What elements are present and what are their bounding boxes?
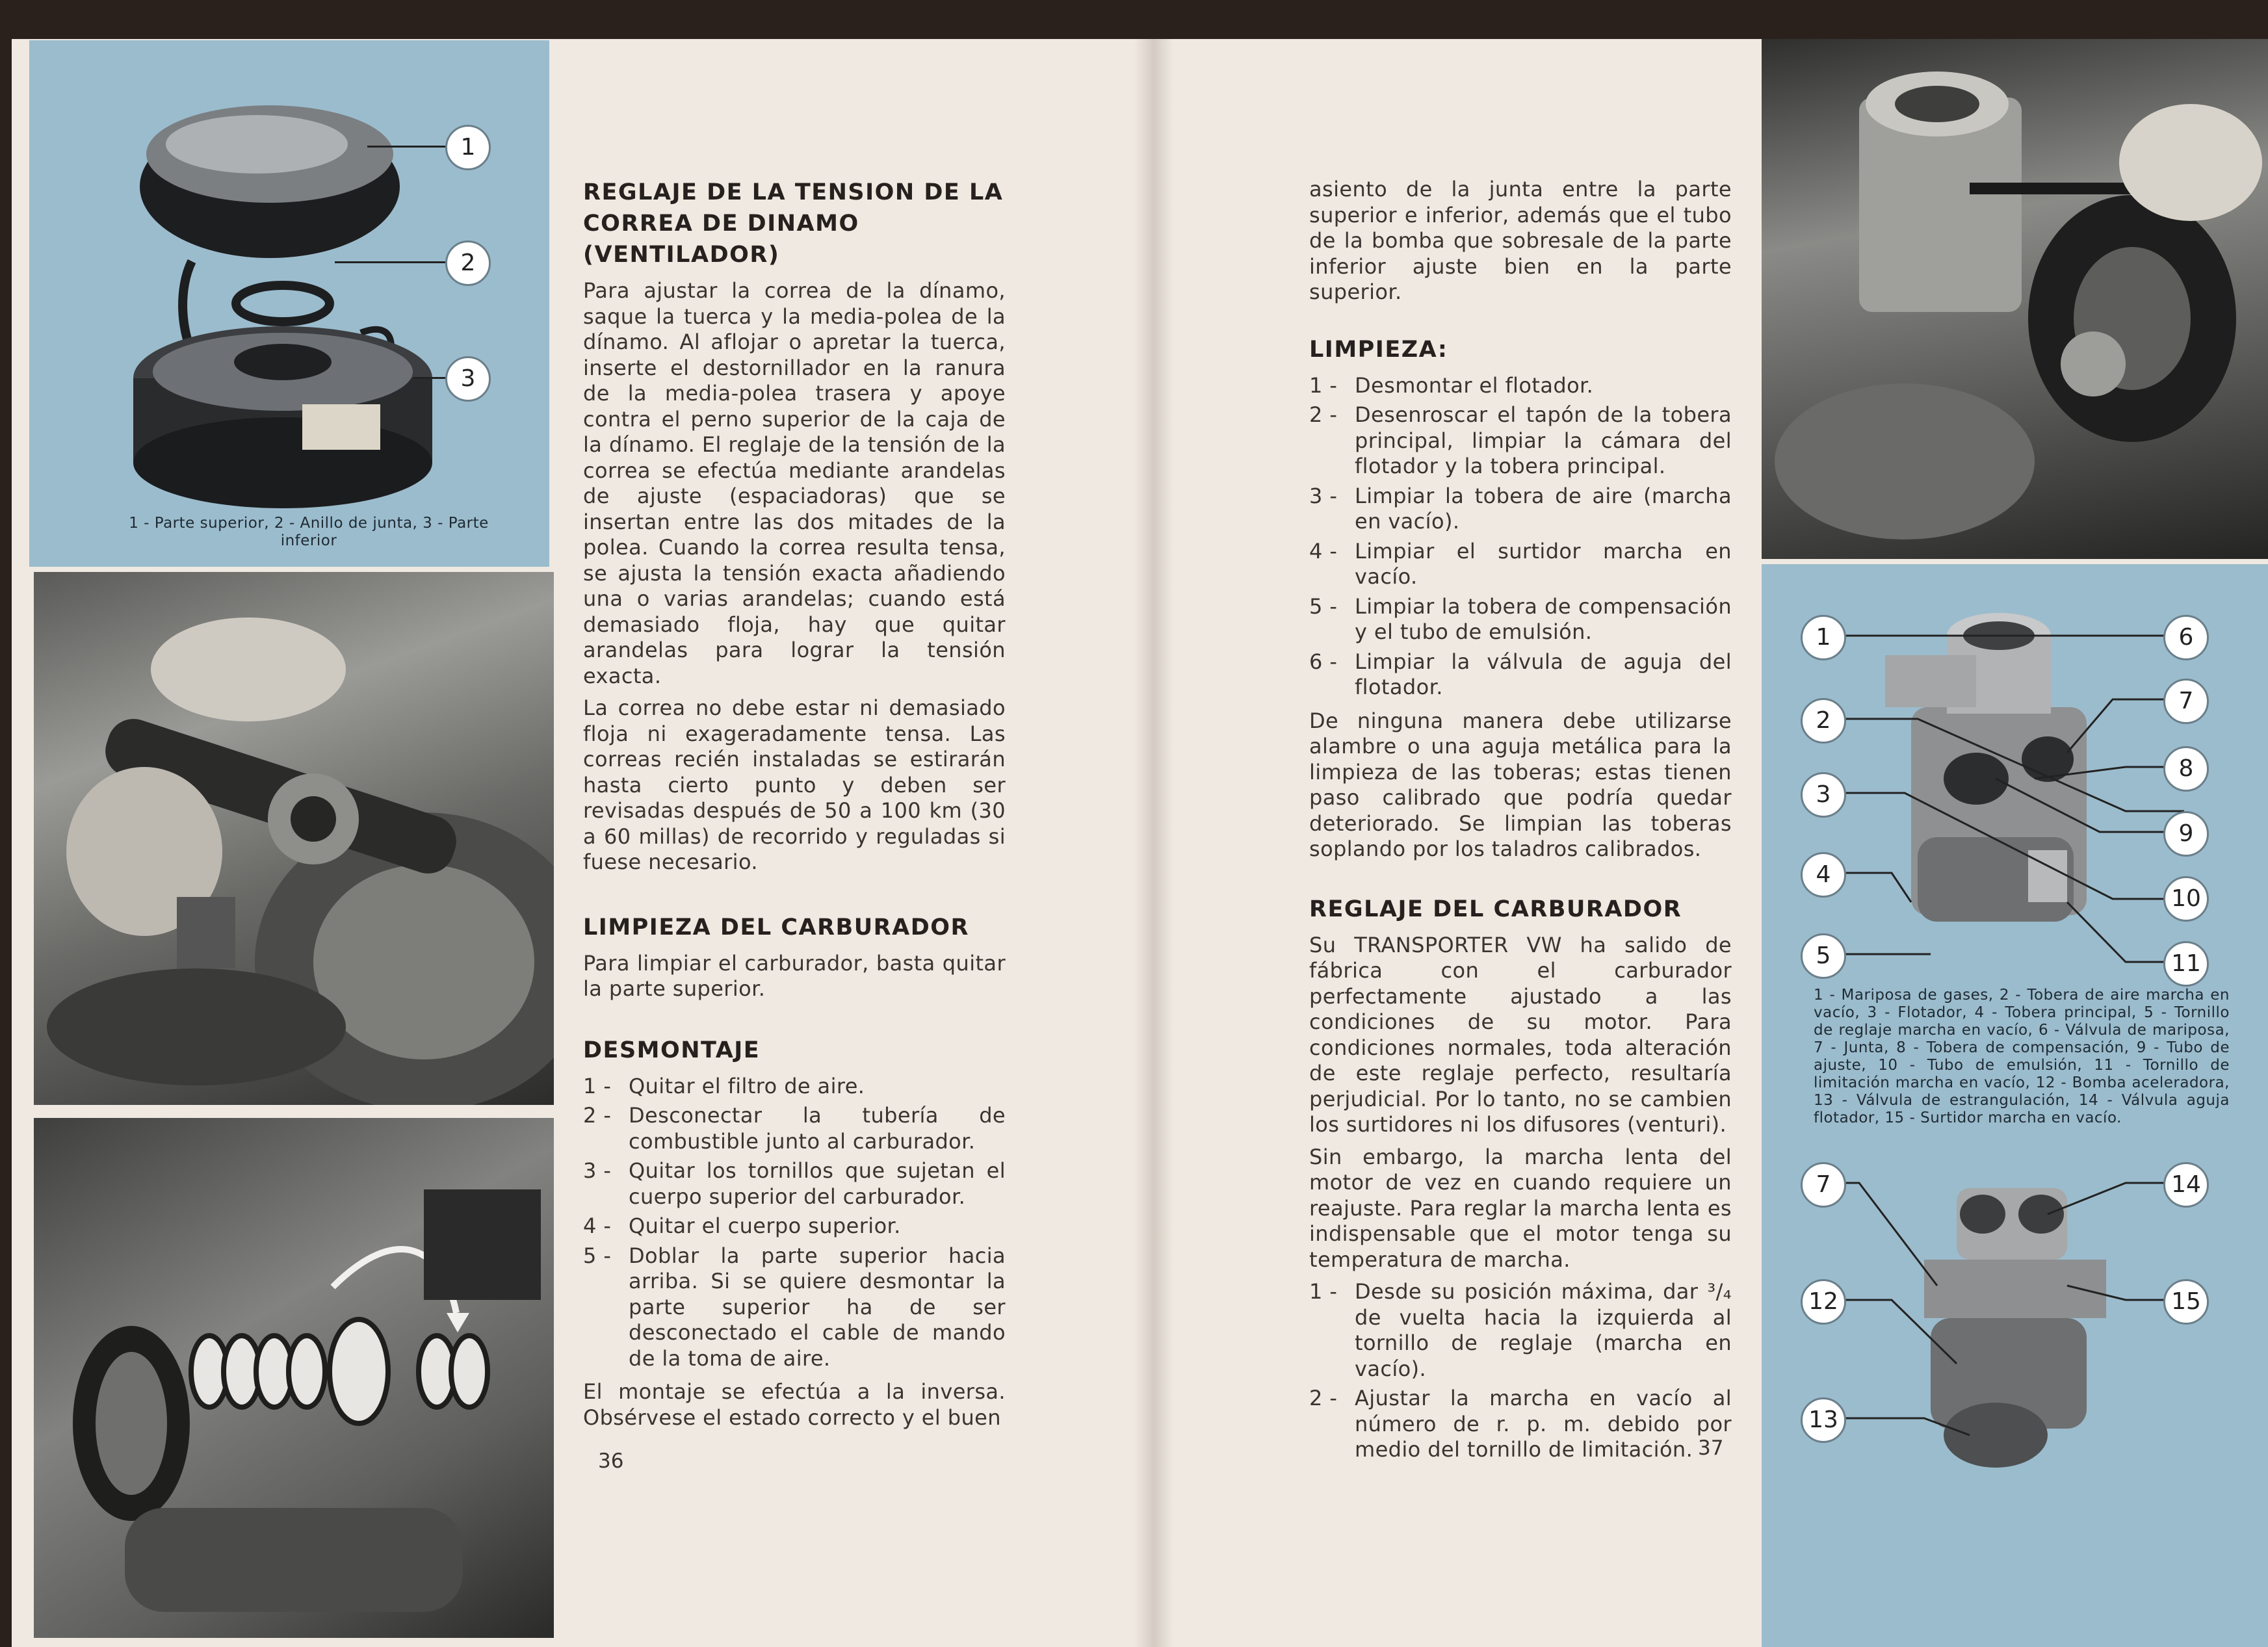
body-paragraph: La correa no debe estar ni demasiado floja ni exageradamente tensa. Las correas recién instaladas se estirarán hasta cierto punto y deben ser revisadas después de 50 a 100 km (30 a 60 millas) de recorrido y reguladas si fuese necesario. [583, 695, 1006, 874]
callout-12: 12 [1801, 1279, 1846, 1325]
callout-6: 6 [2163, 615, 2209, 660]
callout-11: 11 [2163, 941, 2209, 987]
steps-list [583, 1074, 1006, 1372]
callout-2: 2 [1801, 698, 1846, 744]
section-heading: DESMONTAJE [583, 1037, 761, 1063]
list-item: 2 - Ajustar la marcha en vacío al número de r. p. m. debido por medio del tornillo de limitación. [1309, 1386, 1732, 1462]
section-heading: REGLAJE DEL CARBURADOR [1309, 896, 1682, 922]
body-paragraph: Su TRANSPORTER VW ha salido de fábrica con el carburador perfectamente ajustado a las condiciones de su motor. Para condiciones normales, toda alteración de este reglaje perfecto, resultaría perjudicial. Por lo tanto, no se cambien los surtidores ni los difusores (venturi). [1309, 932, 1732, 1137]
engine-photo-wrench-image [34, 572, 554, 1105]
body-paragraph: El montaje se efectúa a la inversa. Obsérvese el estado correcto y el buen [583, 1379, 1006, 1430]
list-item: 6 - Limpiar la válvula de aguja del flotador. [1309, 649, 1732, 699]
right-page-text-column [1309, 177, 1732, 1471]
callout-8: 8 [2163, 746, 2209, 792]
callout-1: 1 [1801, 615, 1846, 660]
callout-13: 13 [1801, 1397, 1846, 1443]
body-paragraph: asiento de la junta entre la parte superior e inferior, además que el tubo de la bomba que sobresale de la parte inferior ajuste bien en la parte superior. [1309, 177, 1732, 304]
air-filter-illustration [29, 40, 549, 567]
list-item: 1 - Desde su posición máxima, dar ³/₄ de vuelta hacia la izquierda al tornillo de reglaje (marcha en vacío). [1309, 1279, 1732, 1381]
callout-14: 14 [2163, 1162, 2209, 1208]
page-number: 36 [598, 1449, 624, 1473]
section-heading: LIMPIEZA DEL CARBURADOR [583, 914, 969, 940]
list-item: 3 - Limpiar la tobera de aire (marcha en vacío). [1309, 483, 1732, 534]
list-item: 2 - Desenroscar el tapón de la tobera principal, limpiar la cámara del flotador y la tobera principal. [1309, 402, 1732, 478]
callout-leader [335, 261, 445, 263]
list-item: 1 - Desmontar el flotador. [1309, 372, 1594, 398]
callout-1: 1 [445, 125, 491, 170]
section-heading: LIMPIEZA: [1309, 336, 1448, 363]
steps-list [1309, 1279, 1732, 1463]
steps-list [1309, 373, 1732, 701]
body-paragraph: De ninguna manera debe utilizarse alambre o una aguja metálica para la limpieza de las toberas; estas tienen paso calibrado que podría quedar deteriorado. Se limpian las toberas soplando por los taladros calibrados. [1309, 708, 1732, 861]
engine-photo-pulley-image [34, 1118, 554, 1638]
air-filter-figure-panel [29, 40, 549, 567]
list-item: 5 - Doblar la parte superior hacia arriba. Si se quiere desmontar la parte superior ha de ser desconectado el cable de mando de la toma de aire. [583, 1243, 1006, 1371]
body-paragraph: Para ajustar la correa de la dínamo, saque la tuerca y la media-polea de la dínamo. Al aflojar o apretar la tuerca, inserte el destornillador en la ranura de la media-polea trasera y apoye contra el perno superior de la caja de la dínamo. El reglaje de la tensión de la correa se efectúa mediante arandelas de ajuste (espaciadoras) que se insertan entre las dos mitades de la polea. Cuando la correa resulta tensa, se ajusta la tensión exacta añadiendo una o varias arandelas; cuando está demasiado floja, hay que quitar arandelas para lograr la tensión exacta. [583, 278, 1006, 688]
callout-15: 15 [2163, 1279, 2209, 1325]
engine-photo-pulley [34, 1118, 554, 1638]
list-item: 5 - Limpiar la tobera de compensación y el tubo de emulsión. [1309, 593, 1732, 644]
figure-caption: 1 - Parte superior, 2 - Anillo de junta, 3 - Parte inferior [129, 515, 489, 549]
engine-photo-wrench [34, 572, 554, 1105]
carburetor-engine-photo-image [1762, 39, 2268, 559]
callout-leader [367, 146, 445, 148]
callout-7: 7 [2163, 679, 2209, 724]
callout-4: 4 [1801, 852, 1846, 898]
list-item: 4 - Quitar el cuerpo superior. [583, 1213, 901, 1238]
list-item: 3 - Quitar los tornillos que sujetan el cuerpo superior del carburador. [583, 1158, 1006, 1209]
carburetor-figure-panel [1762, 564, 2268, 1647]
callout-leader [413, 377, 445, 379]
carburetor-diagram-2 [1762, 1149, 2268, 1539]
body-paragraph: Sin embargo, la marcha lenta del motor de vez en cuando requiere un reajuste. Para reglar la marcha lenta es indispensable que el motor tenga su temperatura de marcha. [1309, 1144, 1732, 1272]
carburetor-engine-photo [1762, 39, 2268, 559]
list-item: 4 - Limpiar el surtidor marcha en vacío. [1309, 538, 1732, 589]
section-heading: REGLAJE DE LA TENSION DE LA CORREA DE DINAMO (VENTILADOR) [583, 179, 1004, 268]
left-page-text-column [583, 177, 1006, 1437]
callout-3: 3 [445, 356, 491, 402]
callout-10: 10 [2163, 876, 2209, 922]
page-number: 37 [1698, 1436, 1724, 1460]
callout-7: 7 [1801, 1162, 1846, 1208]
callout-9: 9 [2163, 811, 2209, 857]
list-item: 1 - Quitar el filtro de aire. [583, 1073, 865, 1098]
callout-2: 2 [445, 240, 491, 286]
body-paragraph: Para limpiar el carburador, basta quitar la parte superior. [583, 950, 1006, 1001]
callout-5: 5 [1801, 933, 1846, 979]
book-binding [1134, 39, 1173, 1647]
callout-3: 3 [1801, 772, 1846, 818]
list-item: 2 - Desconectar la tubería de combustible junto al carburador. [583, 1103, 1006, 1154]
figure-caption: 1 - Mariposa de gases, 2 - Tobera de aire marcha en vacío, 3 - Flotador, 4 - Tobera principal, 5 - Tornillo de reglaje marcha en vacío, 6 - Válvula de mariposa, 7 - Junta, 8 - Tobera de compensación, 9 - Tubo de ajuste, 10 - Tubo de emulsión, 11 - Tornillo de limitación marcha en vacío, 12 - Bomba aceleradora, 13 - Válvula de estrangulación, 14 - Válvula aguja flotador, 15 - Surtidor marcha en vacío. [1814, 987, 2230, 1126]
